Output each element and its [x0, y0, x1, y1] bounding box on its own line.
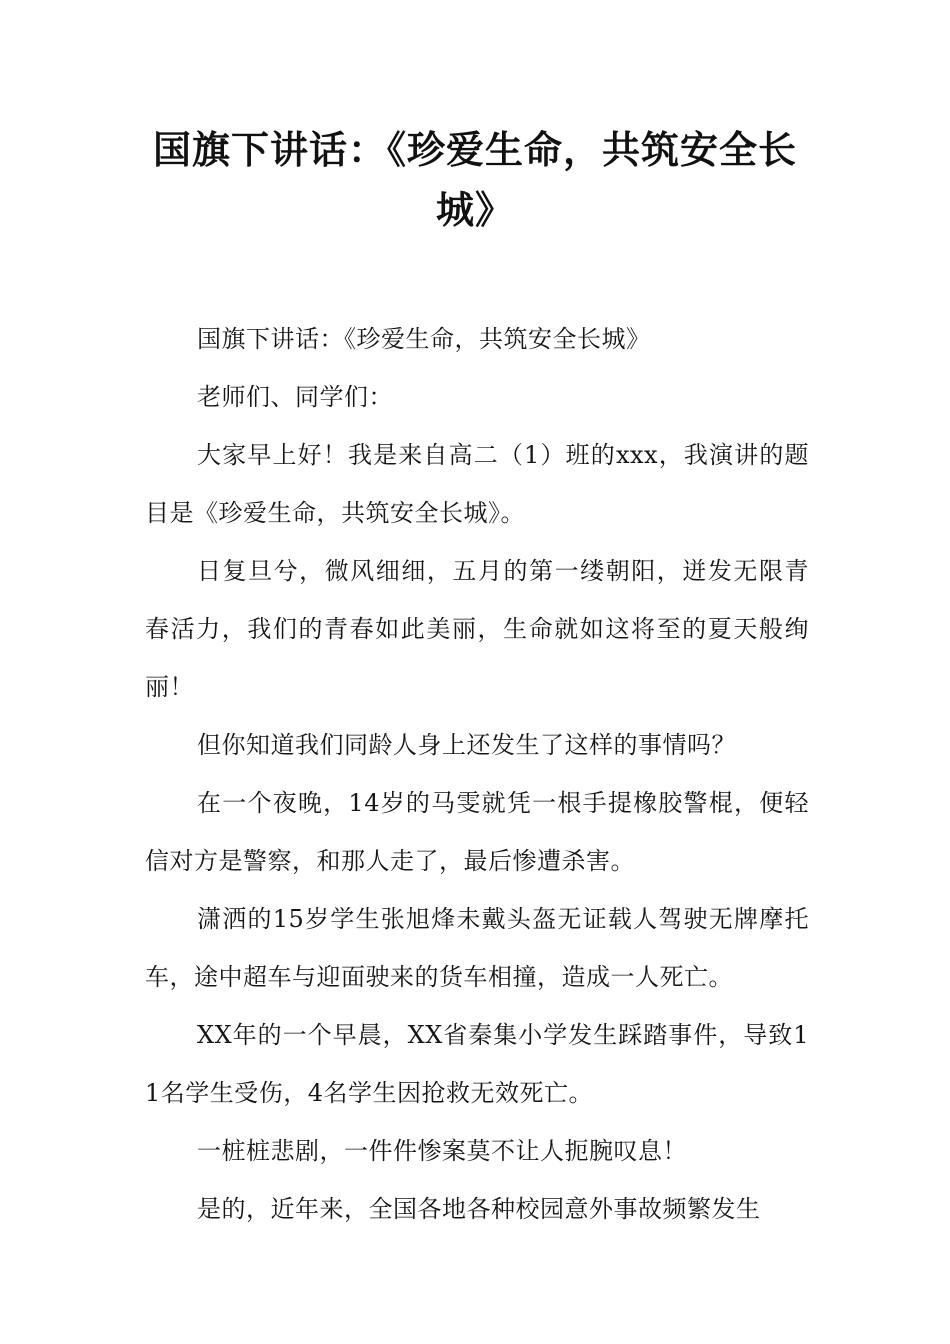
paragraph: 一桩桩悲剧，一件件惨案莫不让人扼腕叹息！	[197, 1137, 687, 1165]
paragraph: 在一个夜晚，14岁的马雯就凭一根手提橡胶警棍，便轻信对方是警察，和那人走了，最后惨遭杀害。	[145, 789, 809, 875]
paragraph: 大家早上好！我是来自高二（1）班的xxx，我演讲的题目是《珍爱生命，共筑安全长城》。	[145, 441, 809, 527]
document-body	[145, 310, 809, 1238]
paragraph: 老师们、同学们：	[197, 383, 393, 411]
paragraph: XX年的一个早晨，XX省秦集小学发生踩踏事件，导致11名学生受伤，4名学生因抢救无效死亡。	[145, 1021, 809, 1107]
document-title: 国旗下讲话：《珍爱生命，共筑安全长城》	[152, 128, 797, 232]
paragraph: 潇洒的15岁学生张旭烽未戴头盔无证载人驾驶无牌摩托车，途中超车与迎面驶来的货车相撞，造成一人死亡。	[145, 905, 809, 991]
paragraph: 但你知道我们同龄人身上还发生了这样的事情吗？	[197, 731, 736, 759]
paragraph: 国旗下讲话：《珍爱生命，共筑安全长城》	[197, 325, 651, 353]
paragraph: 日复旦兮，微风细细，五月的第一缕朝阳，迸发无限青春活力，我们的青春如此美丽，生命就如这将至的夏天般绚丽！	[145, 557, 809, 701]
paragraph: 是的，近年来，全国各地各种校园意外事故频繁发生	[197, 1195, 761, 1223]
